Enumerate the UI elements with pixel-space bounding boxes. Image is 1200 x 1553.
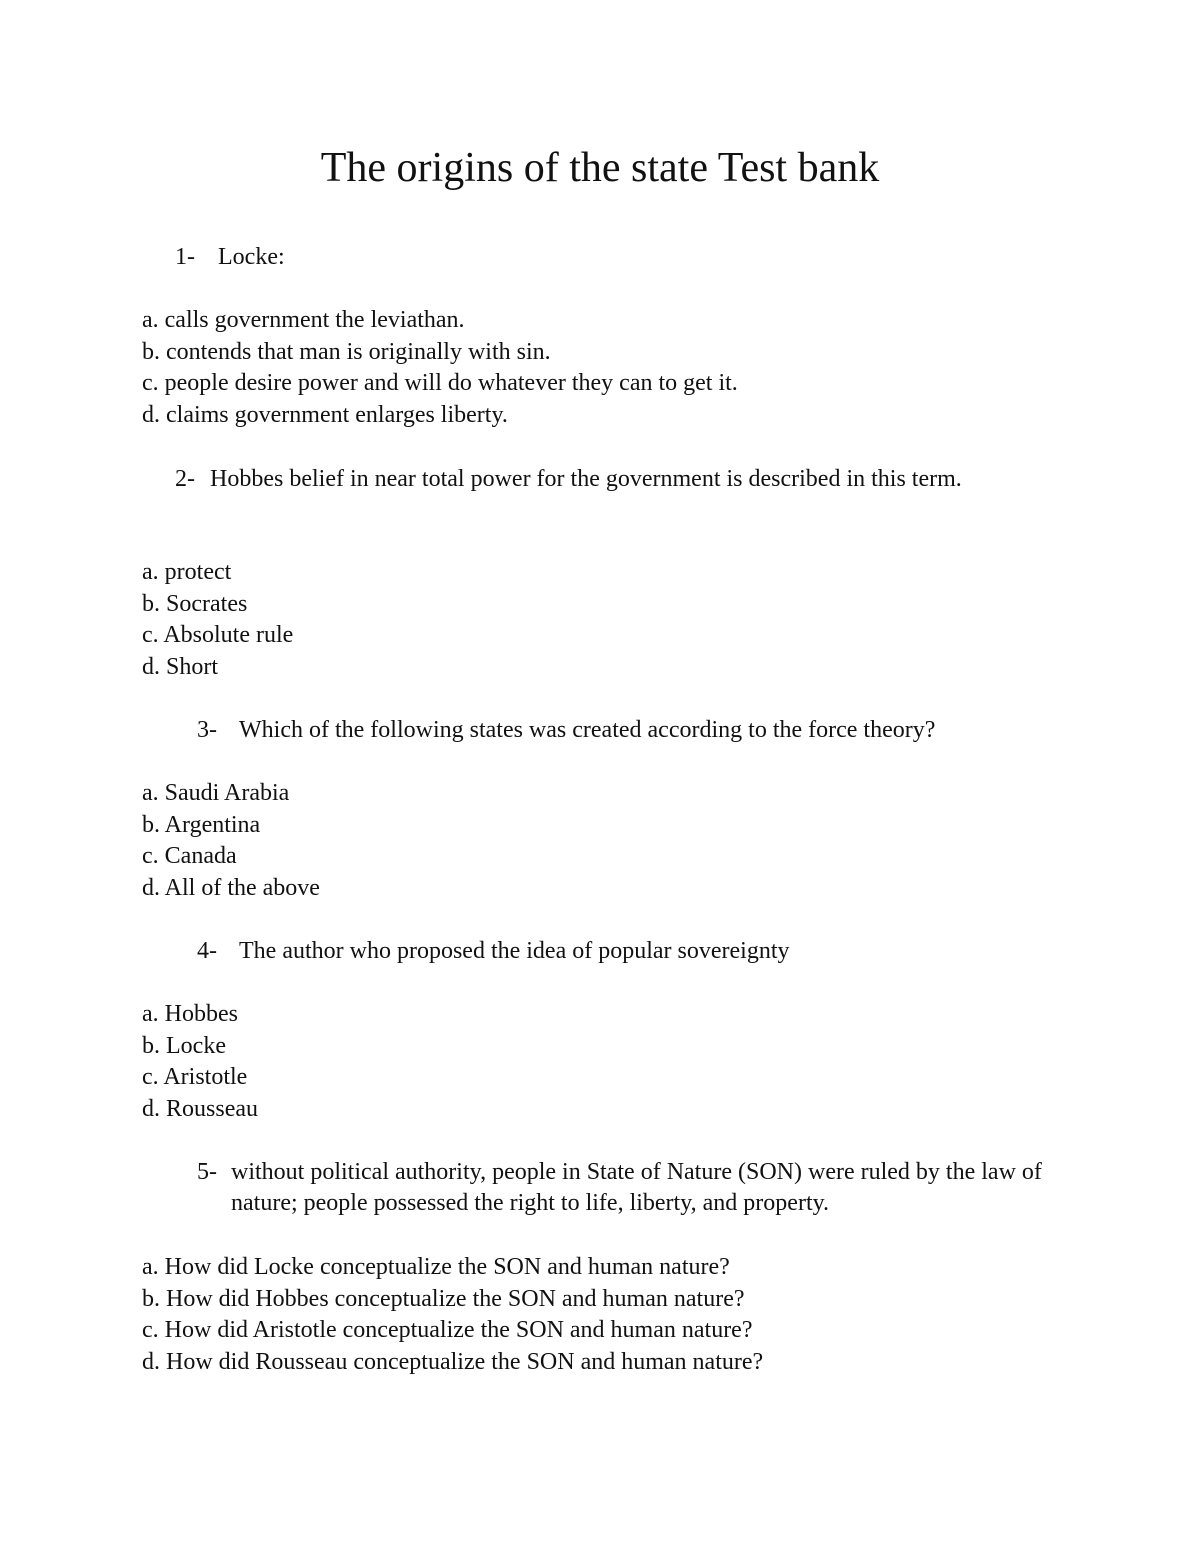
option-a: a. Saudi Arabia bbox=[142, 780, 290, 806]
question-number: 3- bbox=[197, 717, 217, 743]
options-list-2 bbox=[142, 557, 293, 683]
question-number: 2- bbox=[175, 466, 195, 492]
option-a: a. How did Locke conceptualize the SON and human nature? bbox=[142, 1254, 730, 1280]
question-number: 1- bbox=[175, 244, 195, 270]
question-text: Which of the following states was created according to the force theory? bbox=[239, 717, 936, 743]
option-d: d. Rousseau bbox=[142, 1095, 258, 1122]
question-text: The author who proposed the idea of popular sovereignty bbox=[239, 938, 790, 964]
options-list-3 bbox=[142, 778, 320, 904]
question-5 bbox=[197, 1157, 1077, 1219]
option-b: b. How did Hobbes conceptualize the SON and human nature? bbox=[142, 1285, 745, 1312]
question-text: Locke: bbox=[218, 244, 285, 270]
question-text: Hobbes belief in near total power for the government is described in this term. bbox=[210, 466, 962, 492]
option-a: a. Hobbes bbox=[142, 1001, 238, 1027]
option-c: c. people desire power and will do whatever they can to get it. bbox=[142, 370, 738, 396]
option-a: a. calls government the leviathan. bbox=[142, 307, 465, 333]
options-list-1 bbox=[142, 305, 738, 431]
page-title: The origins of the state Test bank bbox=[320, 145, 880, 191]
question-text: without political authority, people in State of Nature (SON) were ruled by the law of nature; people possessed the right to life, liberty, and property. bbox=[231, 1159, 1042, 1216]
option-c: c. How did Aristotle conceptualize the SON and human nature? bbox=[142, 1317, 753, 1343]
option-d: d. Short bbox=[142, 653, 219, 680]
option-c: c. Aristotle bbox=[142, 1064, 248, 1090]
option-a: a. protect bbox=[142, 559, 232, 585]
question-number: 4- bbox=[197, 938, 217, 964]
option-b: b. Argentina bbox=[142, 811, 261, 838]
option-d: d. How did Rousseau conceptualize the SON and human nature? bbox=[142, 1348, 764, 1375]
question-1 bbox=[175, 242, 1055, 273]
option-b: b. contends that man is originally with sin. bbox=[142, 338, 551, 365]
option-d: d. All of the above bbox=[142, 874, 320, 901]
question-2 bbox=[175, 464, 1035, 495]
question-3 bbox=[197, 715, 1097, 746]
option-b: b. Locke bbox=[142, 1032, 226, 1059]
options-list-5 bbox=[142, 1252, 763, 1378]
options-list-4 bbox=[142, 999, 258, 1125]
option-c: c. Absolute rule bbox=[142, 622, 294, 648]
question-4 bbox=[197, 936, 1097, 967]
option-b: b. Socrates bbox=[142, 590, 248, 617]
question-number: 5- bbox=[197, 1159, 217, 1185]
option-d: d. claims government enlarges liberty. bbox=[142, 401, 508, 428]
option-c: c. Canada bbox=[142, 843, 237, 869]
